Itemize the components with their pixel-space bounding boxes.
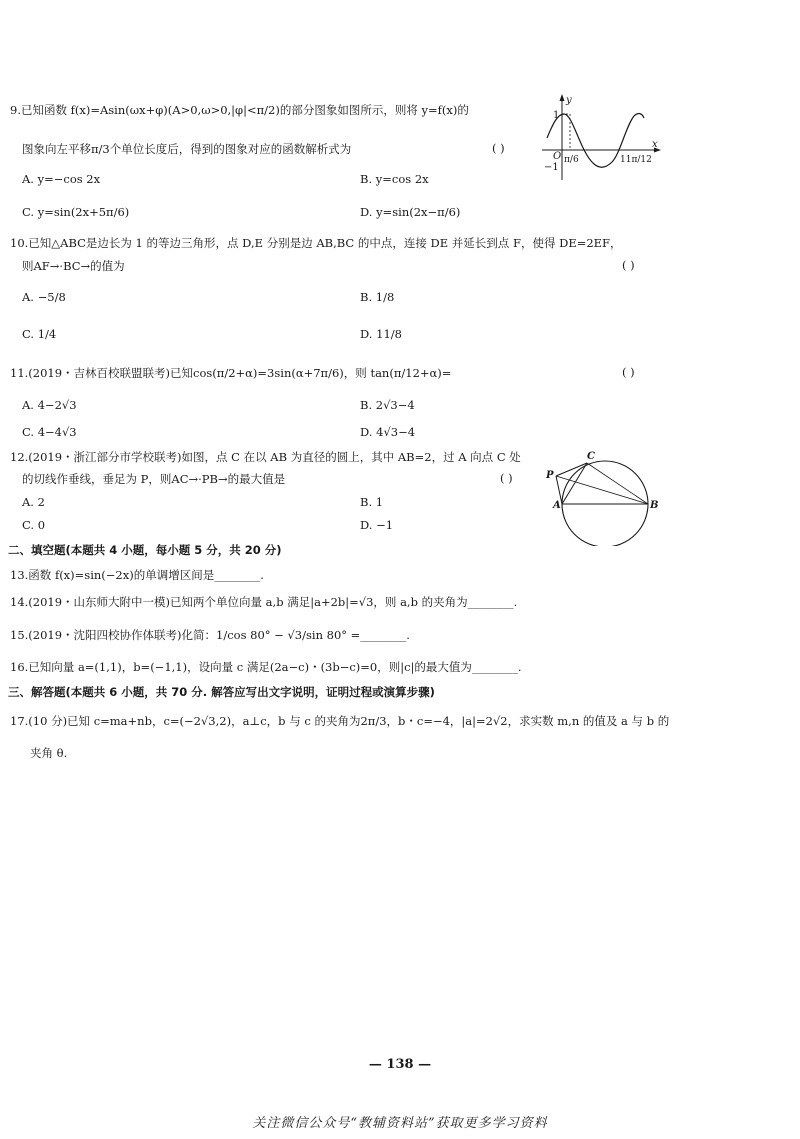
q10-option-d[interactable]: D. 11/8 [360, 327, 402, 341]
q9-y-label: y [566, 95, 572, 106]
q9-option-b[interactable]: B. y=cos 2x [360, 172, 429, 186]
q16: 16.已知向量 a=(1,1)，b=(−1,1)，设向量 c 满足(2a−c)・(3b−c)=0，则|c|的最大值为________. [10, 660, 522, 674]
section-fill-in-heading: 二、填空题(本题共 4 小题，每小题 5 分，共 20 分) [8, 543, 282, 557]
q9-stem-line1: 9.已知函数 f(x)=Asin(ωx+φ)(A>0,ω>0,|φ|<π/2)的部分图象如图所示，则将 y=f(x)的 [10, 103, 469, 117]
q12-answer-paren: ( ) [500, 471, 513, 485]
q12-option-b[interactable]: B. 1 [360, 495, 384, 509]
q11-option-c[interactable]: C. 4−4√3 [22, 425, 77, 439]
q14: 14.(2019・山东师大附中一模)已知两个单位向量 a,b 满足|a+2b|=√3，则 a,b 的夹角为________. [10, 595, 518, 609]
q9-sine-graph [540, 92, 665, 182]
q9-option-c[interactable]: C. y=sin(2x+5π/6) [22, 205, 130, 219]
q9-origin-label: O [553, 151, 562, 162]
q11-option-d[interactable]: D. 4√3−4 [360, 425, 416, 439]
q12-stem-line2: 的切线作垂线，垂足为 P，则AC→·PB→的最大值是 [22, 472, 286, 486]
q9-option-d[interactable]: D. y=sin(2x−π/6) [360, 205, 461, 219]
q12-option-d[interactable]: D. −1 [360, 518, 394, 532]
q11-option-b[interactable]: B. 2√3−4 [360, 398, 415, 412]
q9-y-top-label: 1 [553, 110, 560, 121]
footer-note: 关注微信公众号“教辅资料站”获取更多学习资料 [252, 1116, 548, 1131]
q11-answer-paren: ( ) [622, 365, 635, 379]
section-solutions-heading: 三、解答题(本题共 6 小题，共 70 分. 解答应写出文字说明，证明过程或演算步骤) [8, 685, 435, 699]
q13: 13.函数 f(x)=sin(−2x)的单调增区间是________. [10, 568, 264, 582]
q9-tick-pi6: π/6 [564, 155, 579, 165]
q12-option-a[interactable]: A. 2 [22, 495, 45, 509]
q9-answer-paren: ( ) [492, 141, 505, 155]
q12-option-c[interactable]: C. 0 [22, 518, 46, 532]
q17-line2: 夹角 θ. [30, 746, 68, 760]
q10-stem-line1: 10.已知△ABC是边长为 1 的等边三角形，点 D,E 分别是边 AB,BC 的中点，连接 DE 并延长到点 F，使得 DE=2EF， [10, 236, 622, 250]
q10-option-c[interactable]: C. 1/4 [22, 327, 57, 341]
q9-y-bottom-label: −1 [544, 162, 559, 173]
q10-answer-paren: ( ) [622, 258, 635, 272]
q9-stem-line2: 图象向左平移π/3个单位长度后，得到的图象对应的函数解析式为 [22, 142, 352, 156]
q15: 15.(2019・沈阳四校协作体联考)化简：1/cos 80° − √3/sin 80° =________. [10, 628, 410, 642]
q12-label-p: P [546, 470, 554, 481]
q10-option-b[interactable]: B. 1/8 [360, 290, 395, 304]
q11-stem: 11.(2019・吉林百校联盟联考)已知cos(π/2+α)=3sin(α+7π/6)，则 tan(π/12+α)= [10, 366, 452, 380]
q12-stem-line1: 12.(2019・浙江部分市学校联考)如图，点 C 在以 AB 为直径的圆上，其中 AB=2，过 A 向点 C 处 [10, 450, 521, 464]
q11-option-a[interactable]: A. 4−2√3 [22, 398, 77, 412]
q12-label-b: B [650, 500, 659, 511]
q9-x-label: x [652, 139, 658, 150]
q10-option-a[interactable]: A. −5/8 [22, 290, 66, 304]
q12-label-c: C [587, 451, 595, 462]
q10-stem-line2: 则AF→·BC→的值为 [22, 259, 125, 273]
q9-option-a[interactable]: A. y=−cos 2x [22, 172, 101, 186]
q12-circle-figure [543, 446, 661, 546]
q9-tick-11pi12: 11π/12 [620, 155, 652, 165]
q17-line1: 17.(10 分)已知 c=ma+nb，c=(−2√3,2)，a⊥c，b 与 c 的夹角为2π/3，b・c=−4，|a|=2√2，求实数 m,n 的值及 a 与 b 的 [10, 714, 670, 728]
page-number: — 138 — [368, 1057, 432, 1072]
q12-label-a: A [553, 500, 561, 511]
